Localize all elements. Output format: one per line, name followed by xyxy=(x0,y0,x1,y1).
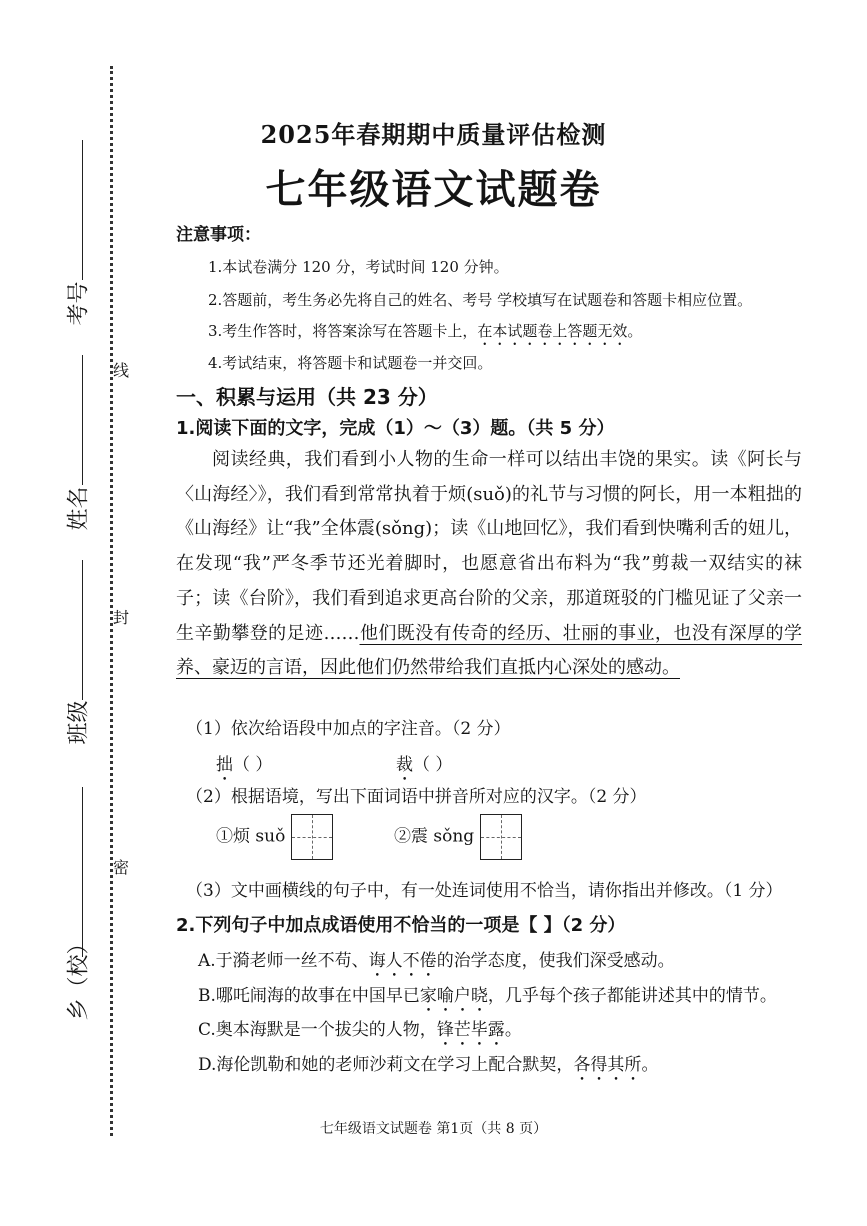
pinyin-item-2 xyxy=(396,750,452,785)
school-line xyxy=(82,787,83,957)
school-label: 乡（校） xyxy=(66,932,92,1021)
option-a-text: A.于漪老师一丝不苟、 xyxy=(198,951,369,971)
name-label: 姓名 xyxy=(66,486,92,531)
exam-subtitle: 2025年春期期中质量评估检测 xyxy=(260,120,607,149)
margin-seal-word: 封 xyxy=(113,608,130,627)
option-b-tail: ，几乎每个孩子都能讲述其中的情节。 xyxy=(487,986,777,1006)
dotted-char-2: 裁 xyxy=(396,755,413,775)
option-b xyxy=(198,981,777,1016)
answer-blank-1: （ ） xyxy=(233,755,273,775)
class-label: 班级 xyxy=(66,700,92,745)
exam-no-label: 考号 xyxy=(66,281,92,326)
option-d xyxy=(198,1050,658,1085)
notice-item-1: 1.本试卷满分 120 分，考试时间 120 分钟。 xyxy=(208,258,509,276)
hanzi-item-2 xyxy=(394,814,522,860)
page-footer: 七年级语文试题卷 第1页（共 8 页） xyxy=(319,1121,548,1137)
answer-blank-2: （ ） xyxy=(413,755,453,775)
option-b-idiom: 家喻户晓 xyxy=(419,986,488,1006)
notice-item-3-text: 3.考生作答时，将答案涂写在答题卡上， xyxy=(208,322,478,340)
passage-text: 阅读经典，我们看到小人物的生命一样可以结出丰饶的果实。读《阿长与〈山海经〉》，我们看到常常执着于烦(suǒ)的礼节与习惯的阿长，用一本粗拙的《山海经》让“我”全体震(sǒng)；读《山地回忆》，我们看到快嘴利舌的妞儿，在发现“我”严冬季节还光着脚时，也愿意省出布料为“我”剪裁一双结实的袜子；读《台阶》，我们看到追求更高台阶的父亲，那道斑驳的门槛见证了父亲一生辛勤攀登的足迹…… xyxy=(176,449,802,644)
option-c xyxy=(198,1015,522,1050)
question-1-stem: 1.阅读下面的文字，完成（1）～（3）题。（共 5 分） xyxy=(176,418,615,439)
option-d-text: D.海伦凯勒和她的老师沙莉文在学习上配合默契， xyxy=(198,1055,574,1075)
reading-passage xyxy=(176,443,802,686)
dotted-char-1: 拙 xyxy=(216,755,233,775)
sub-question-2: （2）根据语境，写出下面词语中拼音所对应的汉字。（2 分） xyxy=(186,787,647,807)
option-d-tail: 。 xyxy=(641,1055,659,1075)
hanzi-word-1: ①烦 suǒ xyxy=(216,826,286,847)
section-1-title: 一、积累与运用（共 23 分） xyxy=(176,385,438,409)
sub-question-3: （3）文中画横线的句子中，有一处连词使用不恰当，请你指出并修改。（1 分） xyxy=(186,881,783,901)
hanzi-word-2: ②震 sǒng xyxy=(394,826,475,847)
option-b-text: B.哪吒闹海的故事在中国早已 xyxy=(198,986,420,1006)
option-a xyxy=(198,946,675,981)
writing-grid-box-2[interactable] xyxy=(480,814,522,860)
notice-item-3-emphasis: 在本试题卷上答题无效。 xyxy=(477,322,643,340)
underlined-sentence: 他们既没有传奇的经历、壮丽的事业，也没有深厚的学养、豪迈的言语，因此他们仍然带给我们直抵内心深处的感动。 xyxy=(176,622,802,679)
name-line xyxy=(82,355,83,485)
option-c-tail: 。 xyxy=(504,1020,522,1040)
option-d-idiom: 各得其所 xyxy=(573,1055,642,1075)
pinyin-item-1 xyxy=(216,750,272,785)
notice-item-4: 4.考试结束，将答题卡和试题卷一并交回。 xyxy=(208,354,493,372)
exam-title: 七年级语文试题卷 xyxy=(265,166,602,213)
option-c-idiom: 锋芒毕露 xyxy=(436,1020,505,1040)
class-line xyxy=(82,560,83,700)
writing-grid-box-1[interactable] xyxy=(291,814,333,860)
option-a-idiom: 诲人不倦 xyxy=(368,951,437,971)
margin-line-word: 线 xyxy=(113,361,130,380)
notice-heading: 注意事项： xyxy=(176,225,261,245)
binding-dotted-line xyxy=(110,66,113,1136)
margin-secret-word: 密 xyxy=(113,858,130,877)
option-c-text: C.奥本海默是一个拔尖的人物， xyxy=(198,1020,437,1040)
option-a-tail: 的治学态度，使我们深受感动。 xyxy=(436,951,675,971)
question-2-stem: 2.下列句子中加点成语使用不恰当的一项是【 】（2 分） xyxy=(176,915,626,936)
notice-item-3 xyxy=(208,320,642,349)
sub-question-1: （1）依次给语段中加点的字注音。（2 分） xyxy=(186,719,511,739)
hanzi-item-1 xyxy=(216,814,333,860)
notice-item-2: 2.答题前，考生务必先将自己的姓名、考号 学校填写在试题卷和答题卡相应位置。 xyxy=(208,291,753,309)
